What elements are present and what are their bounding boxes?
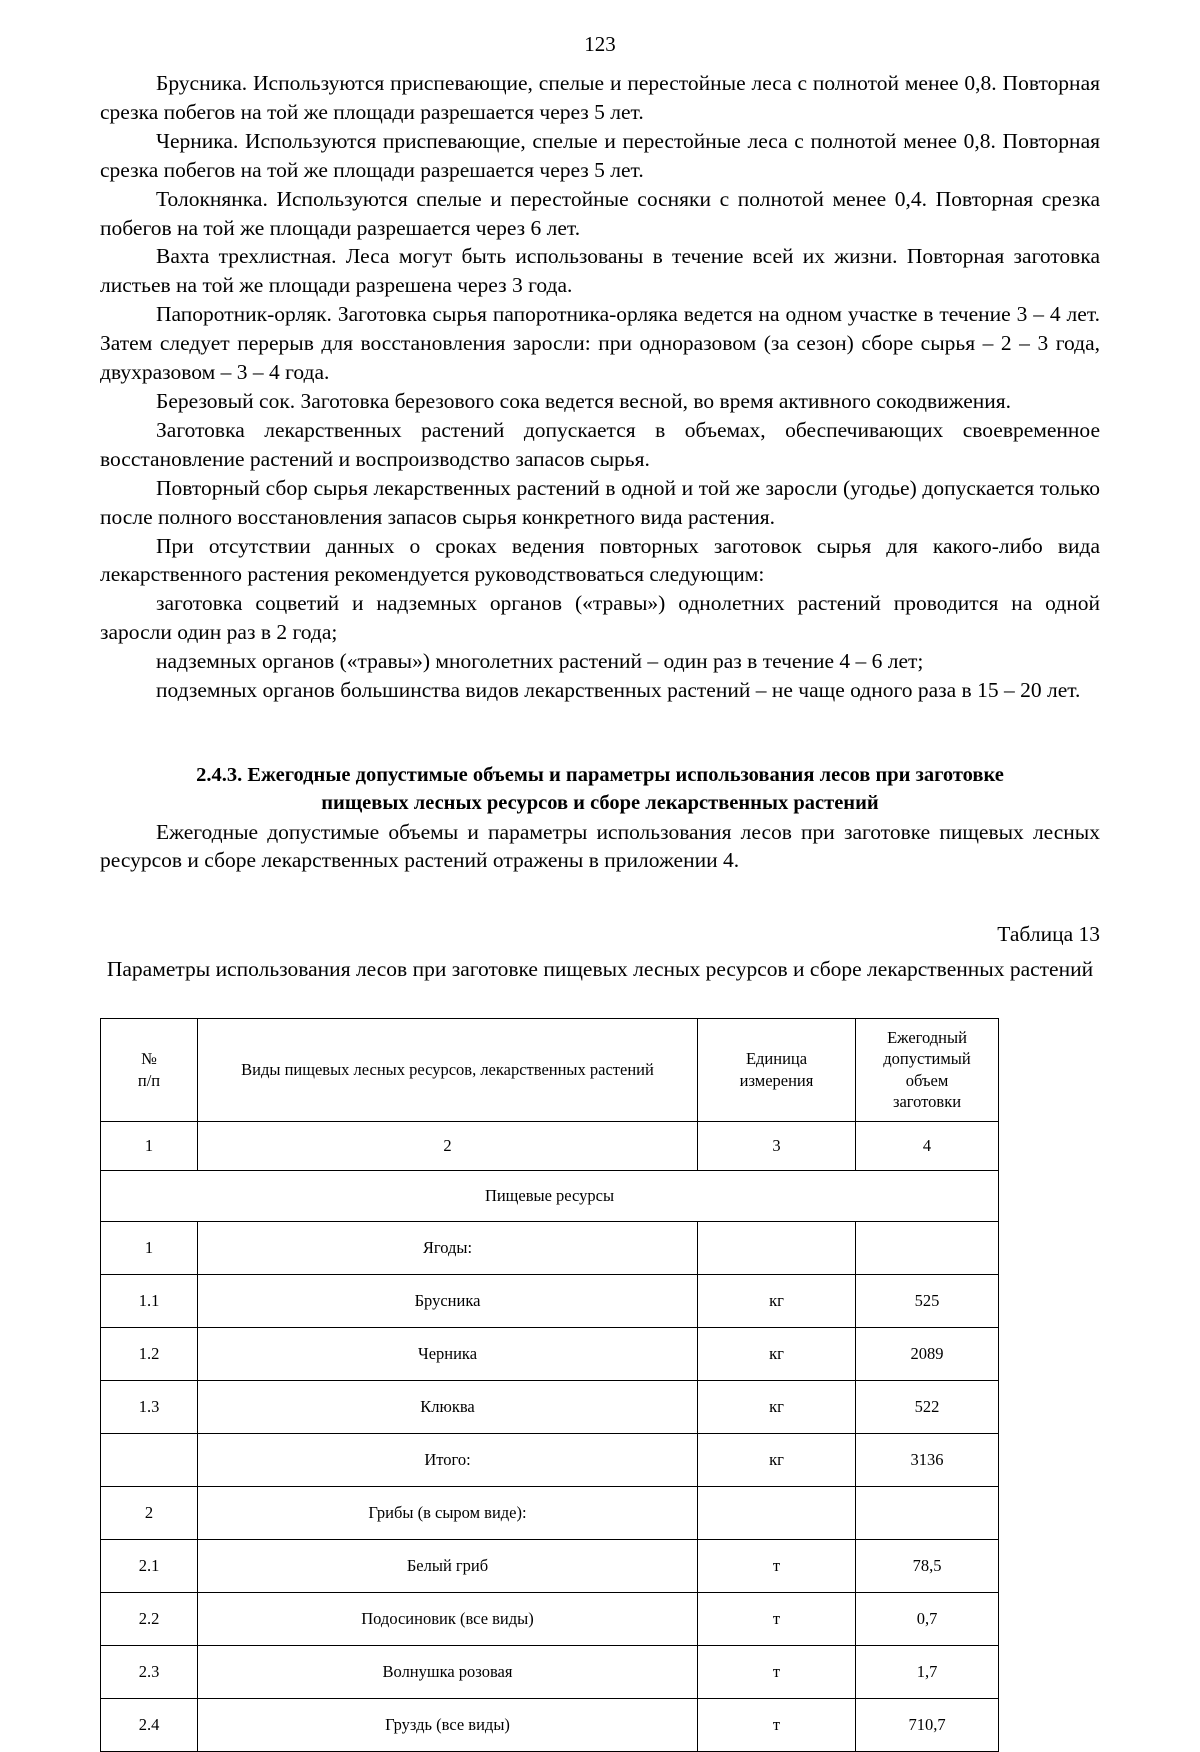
cell-volume: 525	[856, 1274, 999, 1327]
cell-volume	[856, 1221, 999, 1274]
cell-name: Брусника	[198, 1274, 698, 1327]
column-number-1: 1	[101, 1121, 198, 1170]
paragraph-paporotnik: Папоротник-орляк. Заготовка сырья папоротника-орляка ведется на одном участке в течение 3 – 4 лет. Затем следует перерыв для восстановления заросли: при одноразовом (за сезон) сборе сырья – 2 – 3 года, двухразовом – 3 – 4 года.	[100, 302, 1100, 385]
table-row	[101, 1433, 999, 1486]
cell-no: 2.3	[101, 1645, 198, 1698]
table-row	[101, 1327, 999, 1380]
table-row	[101, 1486, 999, 1539]
cell-unit	[698, 1486, 856, 1539]
table-group-row	[101, 1170, 999, 1221]
cell-volume: 710,7	[856, 1698, 999, 1751]
header-volume-line2: допустимый объем	[883, 1049, 971, 1090]
cell-volume: 78,5	[856, 1539, 999, 1592]
column-number-3: 3	[698, 1121, 856, 1170]
paragraph-pri-otsutstvii: При отсутствии данных о сроках ведения повторных заготовок сырья для какого-либо вида лекарственного растения рекомендуется руководствоваться следующим:	[100, 533, 1100, 587]
cell-name: Белый гриб	[198, 1539, 698, 1592]
cell-unit	[698, 1221, 856, 1274]
cell-name: Клюква	[198, 1380, 698, 1433]
cell-name: Ягоды:	[198, 1221, 698, 1274]
paragraph-nadzemnye-organy: надземных органов («травы») многолетних растений – один раз в течение 4 – 6 лет;	[156, 649, 924, 674]
table-row	[101, 1380, 999, 1433]
table-body	[101, 1121, 999, 1751]
paragraph-brusnika: Брусника. Используются приспевающие, спелые и перестойные леса с полнотой менее 0,8. Повторная срезка побегов на той же площади разрешается через 5 лет.	[100, 71, 1100, 124]
cell-name: Грибы (в сыром виде):	[198, 1486, 698, 1539]
paragraph-sotsvetiya: заготовка соцветий и надземных органов («травы») однолетних растений проводится на одной заросли один раз в 2 года;	[100, 591, 1100, 645]
cell-no: 2.1	[101, 1539, 198, 1592]
table-row	[101, 1645, 999, 1698]
table-row	[101, 1539, 999, 1592]
header-volume-line1: Ежегодный	[887, 1027, 967, 1047]
cell-no: 2.2	[101, 1592, 198, 1645]
cell-volume: 3136	[856, 1433, 999, 1486]
cell-name: Итого:	[198, 1433, 698, 1486]
cell-unit: кг	[698, 1380, 856, 1433]
cell-no: 2.4	[101, 1698, 198, 1751]
paragraph-chernika: Черника. Используются приспевающие, спелые и перестойные леса с полнотой менее 0,8. Повторная срезка побегов на той же площади разрешается через 5 лет.	[100, 128, 1100, 182]
cell-unit: кг	[698, 1433, 856, 1486]
cell-unit: т	[698, 1645, 856, 1698]
header-no-line1: №	[141, 1049, 157, 1069]
parameters-table	[100, 1018, 999, 1752]
cell-unit: т	[698, 1592, 856, 1645]
section-heading-line2: пищевых лесных ресурсов и сборе лекарственных растений	[321, 792, 879, 815]
cell-volume: 2089	[856, 1327, 999, 1380]
cell-no: 2	[101, 1486, 198, 1539]
table-row	[101, 1221, 999, 1274]
column-number-row	[101, 1121, 999, 1170]
cell-volume: 0,7	[856, 1592, 999, 1645]
paragraph-vakhta: Вахта трехлистная. Леса могут быть использованы в течение всей их жизни. Повторная заготовка листьев на той же площади разрешена через 3 года.	[100, 244, 1100, 298]
section-heading	[100, 761, 1100, 818]
table-header-row	[101, 1018, 999, 1121]
cell-no: 1.3	[101, 1380, 198, 1433]
section-heading-line1: 2.4.3. Ежегодные допустимые объемы и параметры использования лесов при заготовке	[196, 763, 1004, 786]
cell-name: Груздь (все виды)	[198, 1698, 698, 1751]
table-title: Параметры использования лесов при заготовке пищевых лесных ресурсов и сборе лекарственных растений	[106, 957, 1094, 982]
table-row	[101, 1592, 999, 1645]
header-cell-volume	[856, 1018, 999, 1121]
table-row	[101, 1274, 999, 1327]
cell-volume	[856, 1486, 999, 1539]
header-cell-no	[101, 1018, 198, 1121]
cell-unit: кг	[698, 1327, 856, 1380]
paragraph-berezovyi-sok: Березовый сок. Заготовка березового сока ведется весной, во время активного сокодвижения.	[156, 388, 1012, 413]
cell-name: Черника	[198, 1327, 698, 1380]
cell-no	[101, 1433, 198, 1486]
group-row-label: Пищевые ресурсы	[101, 1170, 999, 1221]
header-cell-unit	[698, 1018, 856, 1121]
header-unit-line1: Единица	[745, 1049, 808, 1069]
header-cell-resource-types: Виды пищевых лесных ресурсов, лекарственных растений	[198, 1018, 698, 1121]
paragraph-zagotovka-rastenii: Заготовка лекарственных растений допускается в объемах, обеспечивающих своевременное восстановление растений и воспроизводство запасов сырья.	[100, 417, 1100, 471]
paragraph-povtornyi-sbor: Повторный сбор сырья лекарственных растений в одной и той же заросли (угодье) допускается только после полного восстановления запасов сырья конкретного вида растения.	[100, 475, 1100, 529]
header-unit-line2: измерения	[739, 1070, 814, 1090]
cell-volume: 1,7	[856, 1645, 999, 1698]
header-volume-line3: заготовки	[892, 1092, 962, 1112]
header-no-line2: п/п	[137, 1070, 161, 1090]
cell-unit: т	[698, 1698, 856, 1751]
section-intro-paragraph: Ежегодные допустимые объемы и параметры использования лесов при заготовке пищевых лесных ресурсов и сборе лекарственных растений отражены в приложении 4.	[100, 819, 1100, 873]
paragraph-toloknyanka: Толокнянка. Используются спелые и перестойные сосняки с полнотой менее 0,4. Повторная срезка побегов на той же площади разрешается через 6 лет.	[100, 186, 1100, 240]
paragraph-podzemnye-organy: подземных органов большинства видов лекарственных растений – не чаще одного раза в 15 – 20 лет.	[156, 678, 1081, 703]
column-number-4: 4	[856, 1121, 999, 1170]
cell-no: 1.1	[101, 1274, 198, 1327]
table-head	[101, 1018, 999, 1121]
cell-name: Волнушка розовая	[198, 1645, 698, 1698]
cell-no: 1	[101, 1221, 198, 1274]
cell-no: 1.2	[101, 1327, 198, 1380]
cell-unit: кг	[698, 1274, 856, 1327]
cell-name: Подосиновик (все виды)	[198, 1592, 698, 1645]
table-row	[101, 1698, 999, 1751]
cell-volume: 522	[856, 1380, 999, 1433]
cell-unit: т	[698, 1539, 856, 1592]
table-number-label: Таблица 13	[997, 922, 1100, 947]
column-number-2: 2	[198, 1121, 698, 1170]
page-number: 123	[584, 32, 616, 56]
